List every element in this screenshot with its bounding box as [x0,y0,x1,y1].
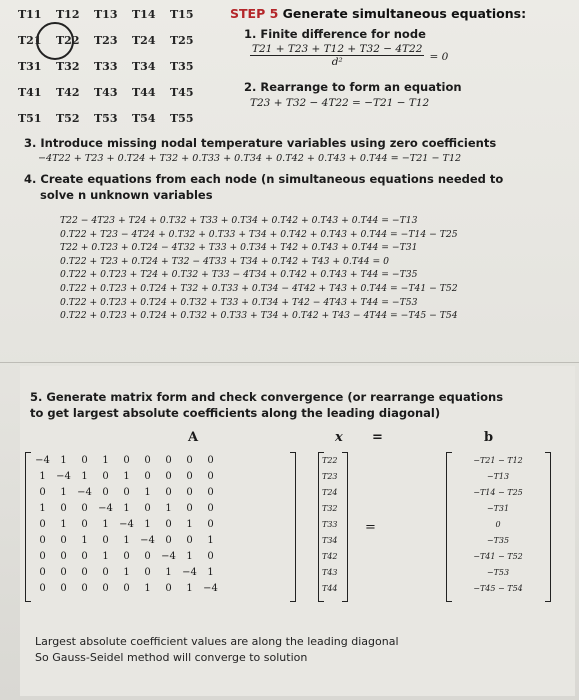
matrix-cell: 0 [81,583,88,594]
matrix-cell: 1 [165,567,172,578]
matrix-cell: 1 [207,535,214,546]
matrix-row [32,487,221,498]
matrix-cell: 0 [144,471,151,482]
matrix-cell: 0 [165,471,172,482]
matrix-cell: 1 [81,535,88,546]
equals-sign: = [365,520,376,535]
matrix-cell: 1 [207,567,214,578]
matrix-cell: 0 [81,551,88,562]
vector-label-x: x [335,430,343,445]
grid-node: T23 [94,34,118,47]
step5-panel [230,6,575,109]
matrix-cell: 1 [144,519,151,530]
item1-text: 1. Finite difference for node [244,27,426,41]
matrix-row [32,455,221,466]
matrix-cell: 1 [60,519,67,530]
matrix-cell: 0 [144,551,151,562]
vector-x-entry: T32 [322,504,338,513]
matrix-cell: 0 [39,583,46,594]
fd-rhs: = 0 [429,51,449,63]
fd-fraction [250,43,424,68]
vector-b-entry: −T13 [486,472,510,481]
vector-b-entry: −T41 − T52 [473,552,523,561]
matrix-cell: 0 [81,519,88,530]
step3-text: 3. Introduce missing nodal temperature variables using zero coefficients [24,136,497,150]
fd-numerator: T21 + T23 + T12 + T32 − 4T22 [252,43,423,55]
vector-b-right-bracket [545,452,551,602]
matrix-cell: 0 [186,503,193,514]
matrix-row [32,471,221,482]
vector-x-right-bracket [342,452,348,602]
grid-node: T14 [132,8,156,21]
matrix-cell: 0 [60,567,67,578]
matrix-cell: 0 [123,551,130,562]
matrix-cell: −4 [182,567,197,578]
matrix-cell: 0 [186,471,193,482]
matrix-cell: −4 [119,519,134,530]
grid-node: T51 [18,112,42,125]
matrix-cell: −4 [35,455,50,466]
matrix-cell: 1 [39,471,46,482]
vector-x-entry: T23 [322,472,338,481]
grid-node: T42 [56,86,80,99]
grid-node: T45 [170,86,194,99]
matrix-cell: 0 [186,455,193,466]
matrix-cell: 0 [39,567,46,578]
matrix-cell: 1 [123,535,130,546]
matrix-cell: 0 [165,535,172,546]
grid-node: T22 [56,34,80,47]
matrix-cell: 1 [144,487,151,498]
matrix-cell: 0 [165,583,172,594]
conclusion [35,634,399,666]
matrix-cell: 0 [186,535,193,546]
grid-node: T31 [18,60,42,73]
vector-x-entry: T34 [322,536,338,545]
node-equation: 0.T22 + 0.T23 + 0.T24 + T32 + 0.T33 + 0.T34 − 4T42 + T43 + 0.T44 = −T41 − T52 [60,282,458,294]
matrix-cell: 0 [81,567,88,578]
grid-node: T44 [132,86,156,99]
vector-x-entry: T43 [322,568,338,577]
matrix-cell: 1 [102,551,109,562]
matrix-cell: 0 [60,535,67,546]
matrix-cell: 1 [186,583,193,594]
matrix-cell: 0 [165,455,172,466]
grid-node: T53 [94,112,118,125]
matrix-cell: 0 [165,487,172,498]
vector-x-entry: T42 [322,552,338,561]
vector-b-entry: −T21 − T12 [473,456,523,465]
matrix-row [32,535,221,546]
vector-b-entry: −T35 [486,536,510,545]
grid-node: T32 [56,60,80,73]
grid-node: T55 [170,112,194,125]
matrix-cell: −4 [140,535,155,546]
matrix-cell: 1 [123,567,130,578]
vector-x-entry: T24 [322,488,338,497]
step5b-line1: 5. Generate matrix form and check convergence (or rearrange equations [30,390,504,404]
vector-b-entry: −T31 [486,504,510,513]
matrix-cell: 0 [102,471,109,482]
matrix-cell: 1 [123,503,130,514]
matrix-cell: 0 [60,583,67,594]
matrix-cell: 0 [60,503,67,514]
matrix-cell: 1 [123,471,130,482]
grid-node: T15 [170,8,194,21]
matrix-cell: 0 [207,487,214,498]
matrix-row [32,583,221,594]
node-equation: 0.T22 + T23 − 4T24 + 0.T32 + 0.T33 + T34 + 0.T42 + 0.T43 + 0.T44 = −T14 − T25 [60,228,458,240]
fd-denominator: d² [331,56,343,68]
matrix-cell: 0 [123,455,130,466]
node-equation: 0.T22 + T23 + 0.T24 + T32 − 4T33 + T34 + 0.T42 + T43 + 0.T44 = 0 [60,255,389,267]
matrix-cell: 0 [102,535,109,546]
matrix-cell: 0 [207,471,214,482]
vector-b-entry: −T45 − T54 [473,584,523,593]
section-divider [0,362,579,363]
matrix-a-left-bracket [25,452,31,602]
matrix-cell: 0 [207,503,214,514]
matrix-row [32,519,221,530]
node-equation: 0.T22 + 0.T23 + 0.T24 + 0.T32 + T33 + 0.T34 + T42 − 4T43 + T44 = −T53 [60,296,418,308]
matrix-cell: 0 [81,503,88,514]
matrix-cell: −4 [98,503,113,514]
grid-node: T21 [18,34,42,47]
matrix-cell: −4 [203,583,218,594]
grid-node: T11 [18,8,42,21]
step4-line2: solve n unknown variables [40,188,213,202]
conclusion-line2: So Gauss-Seidel method will converge to solution [35,651,308,664]
matrix-label-a: A [188,430,199,445]
matrix-row [32,551,221,562]
rearranged-equation: T23 + T32 − 4T22 = −T21 − T12 [250,97,430,109]
matrix-cell: 1 [102,455,109,466]
vector-x-entry: T33 [322,520,338,529]
vector-b-entry: 0 [495,520,501,529]
step4-line1: 4. Create equations from each node (n simultaneous equations needed to [24,172,504,186]
step5-title: Generate simultaneous equations: [282,6,527,21]
matrix-cell: 0 [123,487,130,498]
step5-label: STEP 5 [230,6,279,21]
matrix-cell: 1 [186,551,193,562]
matrix-cell: 0 [81,455,88,466]
step5-header [230,6,575,21]
matrix-cell: −4 [77,487,92,498]
grid-node: T13 [94,8,118,21]
node-equation: T22 + 0.T23 + 0.T24 − 4T32 + T33 + 0.T34 + T42 + 0.T43 + 0.T44 = −T31 [60,242,418,254]
grid-node: T52 [56,112,80,125]
vector-b-entry: −T53 [486,568,510,577]
item2-text: 2. Rearrange to form an equation [244,80,462,94]
node-equation: T22 − 4T23 + T24 + 0.T32 + T33 + 0.T34 + 0.T42 + 0.T43 + 0.T44 = −T13 [60,215,418,226]
grid-node: T25 [170,34,194,47]
grid-node: T34 [132,60,156,73]
grid-node: T54 [132,112,156,125]
vector-label-b: b [484,430,494,445]
fd-equation [250,43,575,68]
matrix-cell: 0 [39,551,46,562]
matrix-row [32,567,221,578]
matrix-cell: 0 [144,567,151,578]
node-grid [10,4,220,124]
matrix-cell: 1 [102,519,109,530]
grid-node: T24 [132,34,156,47]
node-equation: 0.T22 + 0.T23 + 0.T24 + 0.T32 + 0.T33 + T34 + 0.T42 + T43 − 4T44 = −T45 − T54 [60,310,458,322]
grid-node: T35 [170,60,194,73]
matrix-cell: 0 [207,551,214,562]
grid-node: T12 [56,8,80,21]
matrix-cell: 1 [60,487,67,498]
matrix-cell: 0 [165,519,172,530]
matrix-cell: 1 [81,471,88,482]
vector-x-entry: T44 [322,584,338,593]
matrix-cell: 1 [165,503,172,514]
grid-node: T41 [18,86,42,99]
matrix-cell: −4 [56,471,71,482]
matrix-cell: 0 [102,487,109,498]
matrix-cell: 0 [144,503,151,514]
equation-list [60,214,575,323]
node-equation: 0.T22 + 0.T23 + T24 + 0.T32 + T33 − 4T34 + 0.T42 + 0.T43 + T44 = −T35 [60,269,418,281]
equals-sign-top: = [372,430,383,445]
grid-node: T33 [94,60,118,73]
matrix-cell: 0 [39,519,46,530]
matrix-cell: 0 [123,583,130,594]
grid-node: T43 [94,86,118,99]
matrix-cell: 1 [39,503,46,514]
matrix-cell: 1 [144,583,151,594]
matrix-cell: 1 [60,455,67,466]
matrix-cell: 0 [186,487,193,498]
vector-b-entry: −T14 − T25 [473,488,523,497]
step3-equation: −4T22 + T23 + 0.T24 + T32 + 0.T33 + 0.T34 + 0.T42 + 0.T43 + 0.T44 = −T21 − T12 [38,153,462,164]
matrix-cell: 0 [207,455,214,466]
matrix-cell: 0 [39,535,46,546]
matrix-cell: 0 [102,567,109,578]
matrix-a-right-bracket [290,452,296,602]
matrix-cell: 0 [102,583,109,594]
matrix-cell: 0 [207,519,214,530]
matrix-cell: 0 [60,551,67,562]
vector-x-entry: T22 [322,456,338,465]
matrix-cell: 1 [186,519,193,530]
matrix-cell: −4 [161,551,176,562]
matrix-cell: 0 [39,487,46,498]
conclusion-line1: Largest absolute coefficient values are along the leading diagonal [35,635,399,648]
step5b-line2: to get largest absolute coefficients along the leading diagonal) [30,406,441,420]
matrix-row [32,503,221,514]
matrix-cell: 0 [144,455,151,466]
